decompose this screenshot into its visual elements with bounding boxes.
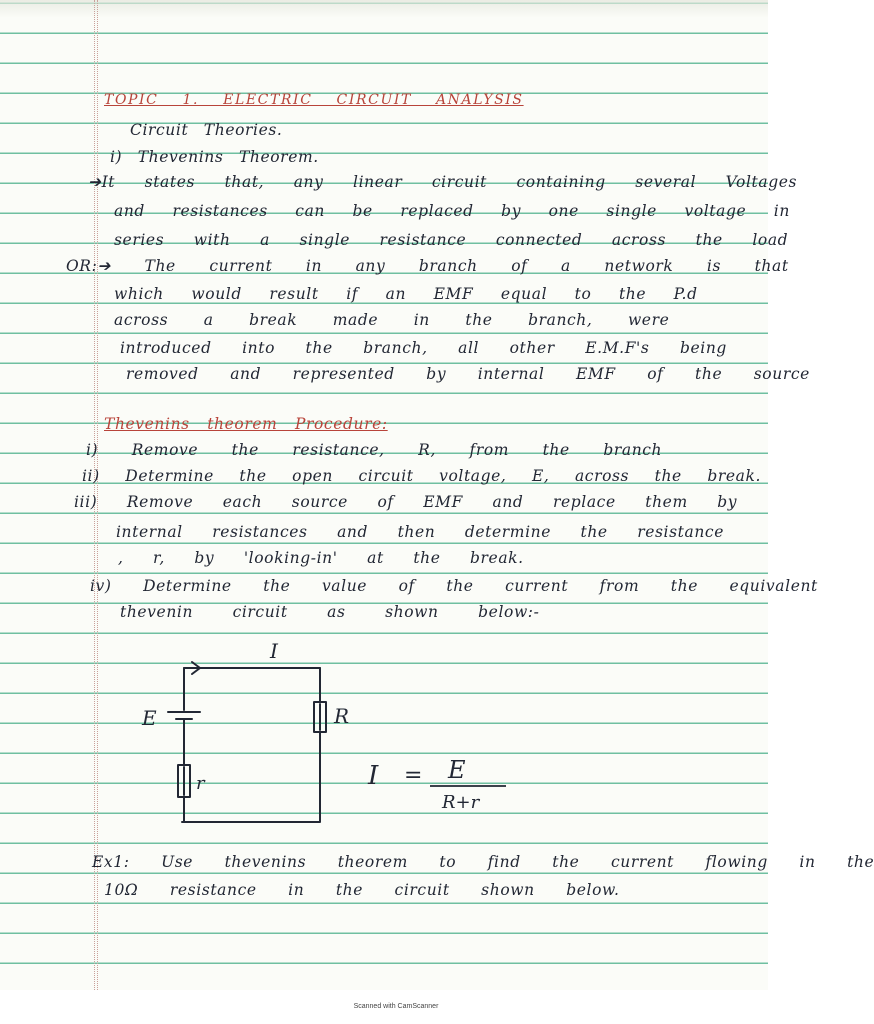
formula-numerator: E: [448, 756, 466, 784]
thevenin-current-formula: [360, 752, 520, 822]
definition-line-1: ➔It states that, any linear circuit containing several Voltages: [88, 173, 798, 191]
definition-line-7: introduced into the branch, all other E.M.F's being: [120, 339, 727, 357]
procedure-step-3: iii) Remove each source of EMF and replace them by: [74, 493, 738, 511]
formula-lhs: I: [368, 761, 379, 791]
procedure-heading: Thevenins theorem Procedure:: [104, 415, 388, 433]
definition-line-2: and resistances can be replaced by one single voltage in: [114, 202, 790, 220]
theorem-title: i) Thevenins Theorem.: [110, 148, 319, 166]
definition-line-6: across a break made in the branch, were: [114, 311, 670, 329]
internal-label: r: [196, 773, 205, 794]
procedure-step-4-cont: thevenin circuit as shown below:-: [120, 603, 540, 621]
procedure-step-3-cont: internal resistances and then determine the resistance: [116, 523, 724, 541]
thevenin-equivalent-circuit: [120, 630, 380, 835]
example-line-1: Ex1: Use thevenins theorem to find the current flowing in the: [92, 853, 874, 871]
load-label: R: [334, 704, 350, 728]
subtitle: Circuit Theories.: [130, 121, 283, 139]
emf-label: E: [142, 706, 157, 730]
procedure-step-4: iv) Determine the value of the current from the equivalent: [90, 577, 818, 595]
current-label: I: [270, 639, 278, 663]
definition-line-5: which would result if an EMF equal to the P.d: [114, 285, 698, 303]
page-top-shadow: [0, 0, 768, 18]
formula-denominator: R+r: [442, 792, 480, 813]
procedure-step-2: ii) Determine the open circuit voltage, E, across the break.: [82, 467, 762, 485]
formula-equals: =: [404, 763, 423, 788]
definition-line-4: OR:➔ The current in any branch of a network is that: [66, 257, 789, 275]
definition-line-8: removed and represented by internal EMF of the source: [126, 365, 810, 383]
topic-heading: TOPIC 1. ELECTRIC CIRCUIT ANALYSIS: [104, 92, 524, 108]
scanner-watermark: Scanned with CamScanner: [353, 1003, 439, 1010]
procedure-step-3-cont-2: , r, by 'looking-in' at the break.: [118, 549, 524, 567]
example-line-2: 10Ω resistance in the circuit shown below.: [104, 881, 620, 899]
procedure-step-1: i) Remove the resistance, R, from the branch: [86, 441, 663, 459]
definition-line-3: series with a single resistance connected across the load: [114, 231, 789, 249]
